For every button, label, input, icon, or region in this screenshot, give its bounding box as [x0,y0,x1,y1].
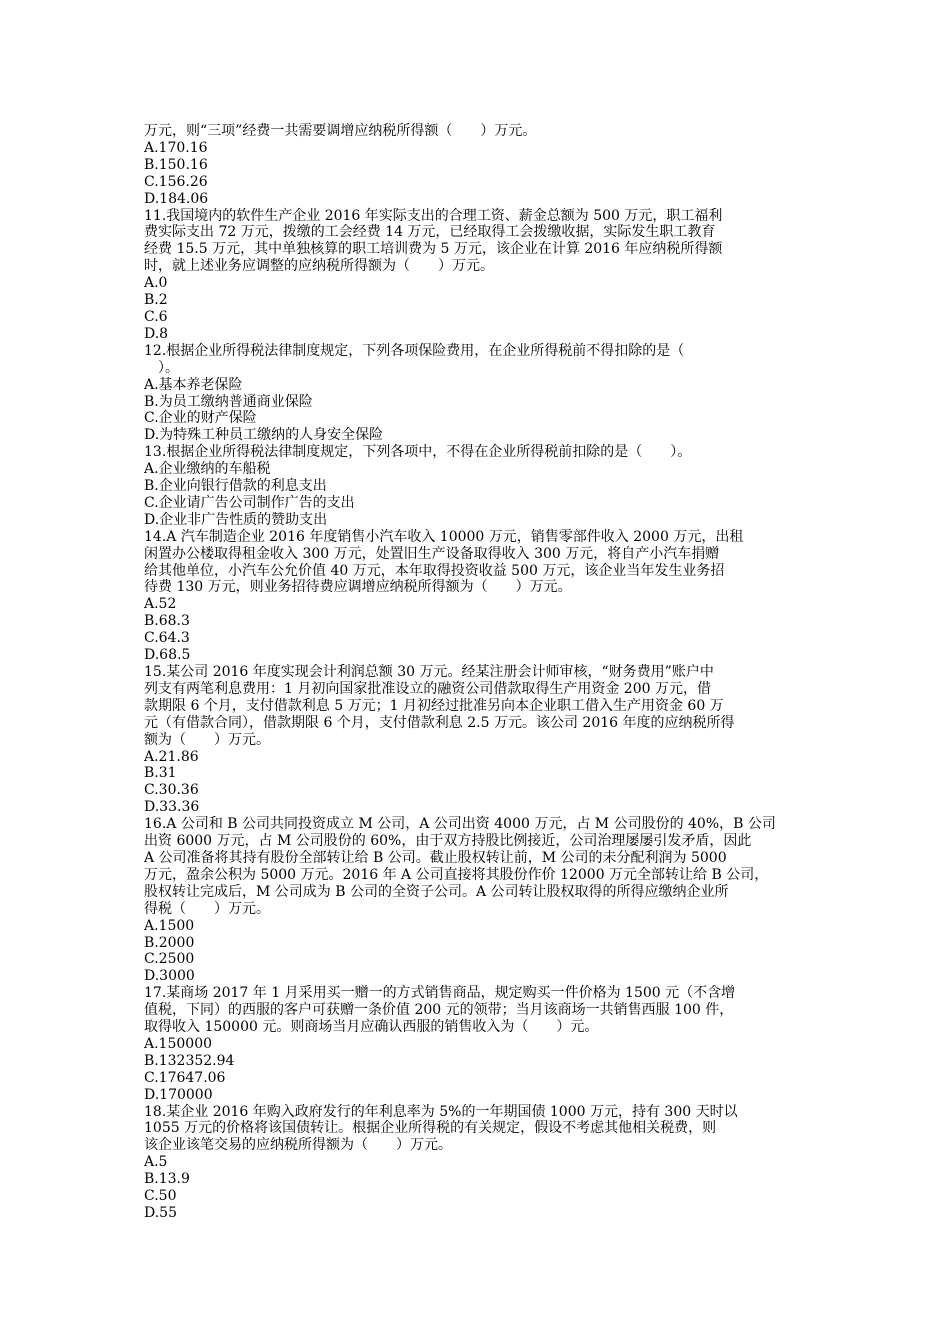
option-a: A.21.86 [144,748,199,765]
question-text-line: 给其他单位，小汽车公允价值 40 万元，本年取得投资收益 500 万元，该企业当年发生业务招 [144,562,725,579]
option-c: C.17647.06 [144,1069,226,1086]
question-text-line: 时，就上述业务应调整的应纳税所得额为（ ）万元。 [144,258,494,275]
question-text-line: 18.某企业 2016 年购入政府发行的年利息率为 5%的一年期国债 1000 万元，持有 300 天时以 [144,1103,738,1120]
option-a: A.1500 [144,917,195,934]
question-text-line: 该企业该笔交易的应纳税所得额为（ ）万元。 [144,1137,452,1154]
question-text-line: 万元，盈余公积为 5000 万元。2016 年 A 公司直接将其股份作价 12000 万元全部转让给 B 公司， [144,866,769,883]
option-b: B.13.9 [144,1171,190,1188]
question-text-line: 11.我国境内的软件生产企业 2016 年实际支出的合理工资、薪金总额为 500 万元，职工福利 [144,207,723,224]
option-c: C.156.26 [144,173,208,190]
question-text-line: 13.根据企业所得税法律制度规定，下列各项中，不得在企业所得税前扣除的是（ ）。 [144,444,692,461]
option-c: C.30.36 [144,782,199,799]
question-14 [144,529,812,664]
question-12 [144,343,812,444]
question-text-line: 万元，则“三项”经费一共需要调增应纳税所得额（ ）万元。 [144,123,537,139]
option-b: B.2 [144,292,168,309]
option-b: B.31 [144,765,177,782]
question-text-line: A 公司准备将其持有股份全部转让给 B 公司。截止股权转让前，M 公司的未分配利润为 5000 [144,849,727,866]
option-a: A.0 [144,275,168,292]
option-d: D.170000 [144,1086,213,1103]
question-text-line: 元（有借款合同），借款期限 6 个月，支付借款利息 2.5 万元。该公司 2016 年度的应纳税所得 [144,714,735,731]
option-a: A.150000 [144,1035,213,1052]
option-c: C.企业请广告公司制作广告的支出 [144,494,355,511]
option-a: A.5 [144,1154,168,1171]
question-text-line: 出资 6000 万元，占 M 公司股份的 60%，由于双方持股比例接近，公司治理屡屡引发矛盾，因此 [144,833,752,850]
question-text-line: 列支有两笔利息费用：1 月初向国家批准设立的融资公司借款取得生产用资金 200 万元，借 [144,680,711,697]
question-text-line: 费实际支出 72 万元，拨缴的工会经费 14 万元，已经取得工会拨缴收据，实际发生职工教育 [144,224,716,241]
question-text-line: 款期限 6 个月，支付借款利息 5 万元；1 月初经过批准另向本企业职工借入生产用资金 60 万 [144,697,724,714]
question-17 [144,985,812,1103]
option-b: B.132352.94 [144,1052,235,1069]
option-d: D.企业非广告性质的赞助支出 [144,511,328,528]
option-a: A.企业缴纳的车船税 [144,461,271,478]
question-text-line: 取得收入 150000 元。则商场当月应确认西服的销售收入为（ ）元。 [144,1019,599,1036]
intro-block [144,123,812,208]
option-d: D.68.5 [144,647,191,664]
question-text-line: 经费 15.5 万元，其中单独核算的职工培训费为 5 万元，该企业在计算 2016 年应纳税所得额 [144,241,723,258]
option-d: D.33.36 [144,799,200,816]
option-d: D.8 [144,325,169,342]
question-text-line: 15.某公司 2016 年度实现会计利润总额 30 万元。经某注册会计师审核，“财务费用”账户中 [144,664,714,680]
question-text-line: 待费 130 万元，则业务招待费应调增应纳税所得额为（ ）万元。 [144,579,572,596]
question-11 [144,208,812,343]
option-d: D.3000 [144,968,195,985]
question-text-line: ）。 [144,359,179,376]
option-c: C.企业的财产保险 [144,410,257,427]
option-d: D.为特殊工种员工缴纳的人身安全保险 [144,427,384,444]
question-18 [144,1104,812,1222]
option-c: C.6 [144,308,168,325]
document-page [144,123,812,1222]
question-text-line: 值税，下同）的西服的客户可获赠一条价值 200 元的领带；当月该商场一共销售西服 100 件， [144,1002,734,1019]
question-text-line: 闲置办公楼取得租金收入 300 万元，处置旧生产设备取得收入 300 万元，将自产小汽车捐赠 [144,545,720,562]
option-b: B.68.3 [144,613,190,630]
question-text-line: 1055 万元的价格将该国债转让。根据企业所得税的有关规定，假设不考虑其他相关税费，则 [144,1120,717,1137]
option-b: B.企业向银行借款的利息支出 [144,478,327,495]
question-text-line: 额为（ ）万元。 [144,731,270,748]
question-text-line: 12.根据企业所得税法律制度规定，下列各项保险费用，在企业所得税前不得扣除的是（ [144,342,685,359]
question-text-line: 16.A 公司和 B 公司共同投资成立 M 公司，A 公司出资 4000 万元，占 M 公司股份的 40%，B 公司 [144,816,776,833]
question-text-line: 14.A 汽车制造企业 2016 年度销售小汽车收入 10000 万元，销售零部件收入 2000 万元，出租 [144,528,744,545]
question-text-line: 股权转让完成后，M 公司成为 B 公司的全资子公司。A 公司转让股权取得的所得应缴纳企业所 [144,883,729,900]
option-b: B.为员工缴纳普通商业保险 [144,393,313,410]
option-b: B.2000 [144,934,195,951]
option-d: D.55 [144,1205,177,1221]
option-c: C.64.3 [144,630,190,647]
option-c: C.2500 [144,951,195,968]
option-a: A.基本养老保险 [144,376,243,393]
option-c: C.50 [144,1188,177,1205]
question-text-line: 得税（ ）万元。 [144,900,270,917]
question-13 [144,444,812,529]
option-a: A.52 [144,596,177,613]
option-b: B.150.16 [144,156,208,173]
question-text-line: 17.某商场 2017 年 1 月采用买一赠一的方式销售商品，规定购买一件价格为 1500 元（不含增 [144,985,736,1002]
question-15 [144,664,812,816]
option-a: A.170.16 [144,139,208,156]
question-16 [144,816,812,985]
option-d: D.184.06 [144,190,209,207]
